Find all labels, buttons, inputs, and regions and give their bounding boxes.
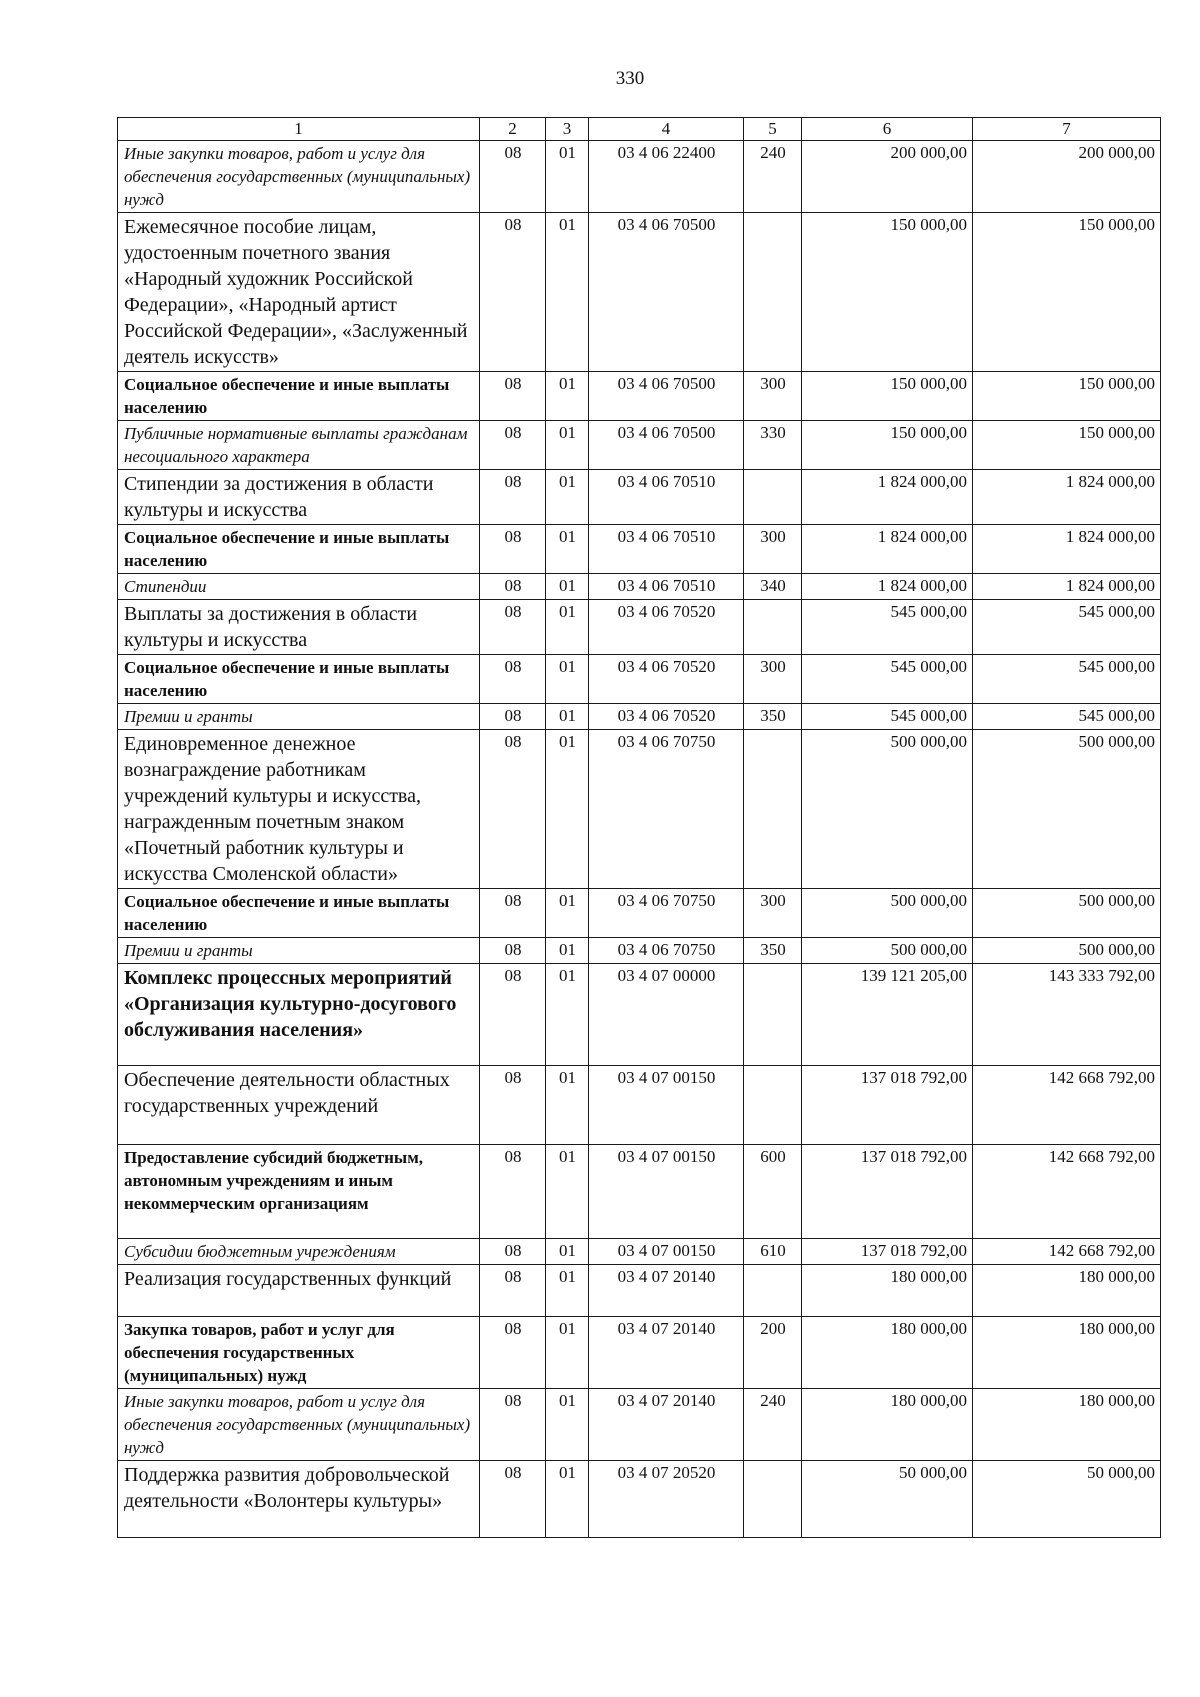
row-amount-year-1: 500 000,00	[802, 938, 973, 964]
row-amount-year-1: 150 000,00	[802, 372, 973, 421]
row-subsection: 01	[546, 704, 589, 730]
row-expense-type: 300	[744, 525, 802, 574]
row-target-code: 03 4 06 70510	[589, 525, 744, 574]
row-expense-type: 300	[744, 655, 802, 704]
row-expense-type	[744, 470, 802, 525]
budget-table	[117, 117, 1161, 1538]
row-target-code: 03 4 06 22400	[589, 141, 744, 213]
row-section: 08	[480, 889, 546, 938]
row-target-code: 03 4 06 70750	[589, 938, 744, 964]
table-row	[118, 1265, 1161, 1317]
row-section: 08	[480, 1066, 546, 1145]
row-subsection: 01	[546, 1389, 589, 1461]
row-name: Субсидии бюджетным учреждениям	[118, 1239, 480, 1265]
table-row	[118, 372, 1161, 421]
row-target-code: 03 4 07 00150	[589, 1145, 744, 1239]
row-amount-year-1: 137 018 792,00	[802, 1066, 973, 1145]
row-section: 08	[480, 600, 546, 655]
row-expense-type: 300	[744, 372, 802, 421]
header-col-5: 5	[744, 118, 802, 141]
row-amount-year-1: 1 824 000,00	[802, 525, 973, 574]
row-subsection: 01	[546, 1461, 589, 1538]
row-name: Премии и гранты	[118, 704, 480, 730]
row-section: 08	[480, 655, 546, 704]
row-amount-year-1: 1 824 000,00	[802, 574, 973, 600]
header-col-1: 1	[118, 118, 480, 141]
row-subsection: 01	[546, 213, 589, 372]
row-section: 08	[480, 964, 546, 1066]
row-subsection: 01	[546, 1145, 589, 1239]
row-name: Публичные нормативные выплаты гражданам несоциального характера	[118, 421, 480, 470]
row-section: 08	[480, 421, 546, 470]
row-amount-year-1: 50 000,00	[802, 1461, 973, 1538]
row-name: Социальное обеспечение и иные выплаты населению	[118, 889, 480, 938]
table-row	[118, 574, 1161, 600]
row-amount-year-1: 150 000,00	[802, 421, 973, 470]
row-amount-year-1: 150 000,00	[802, 213, 973, 372]
row-amount-year-2: 180 000,00	[973, 1389, 1161, 1461]
row-amount-year-2: 500 000,00	[973, 889, 1161, 938]
row-subsection: 01	[546, 372, 589, 421]
row-expense-type: 350	[744, 704, 802, 730]
row-subsection: 01	[546, 600, 589, 655]
row-amount-year-1: 545 000,00	[802, 600, 973, 655]
row-amount-year-1: 139 121 205,00	[802, 964, 973, 1066]
table-row	[118, 1317, 1161, 1389]
table-row	[118, 938, 1161, 964]
page-number: 330	[615, 68, 645, 89]
row-target-code: 03 4 07 20520	[589, 1461, 744, 1538]
row-subsection: 01	[546, 889, 589, 938]
table-row	[118, 889, 1161, 938]
row-subsection: 01	[546, 964, 589, 1066]
row-section: 08	[480, 574, 546, 600]
row-target-code: 03 4 06 70520	[589, 600, 744, 655]
row-subsection: 01	[546, 655, 589, 704]
table-row	[118, 525, 1161, 574]
row-target-code: 03 4 07 20140	[589, 1265, 744, 1317]
row-subsection: 01	[546, 574, 589, 600]
row-amount-year-2: 545 000,00	[973, 704, 1161, 730]
row-name: Стипендии	[118, 574, 480, 600]
row-target-code: 03 4 07 00150	[589, 1239, 744, 1265]
table-row	[118, 655, 1161, 704]
row-name: Иные закупки товаров, работ и услуг для обеспечения государственных (муниципальных) нужд	[118, 141, 480, 213]
table-row	[118, 1145, 1161, 1239]
header-row	[118, 118, 1161, 141]
row-name: Комплекс процессных мероприятий «Организация культурно-досугового обслуживания населения»	[118, 964, 480, 1066]
row-expense-type	[744, 1461, 802, 1538]
table-row	[118, 141, 1161, 213]
row-section: 08	[480, 470, 546, 525]
row-subsection: 01	[546, 730, 589, 889]
table-row	[118, 1066, 1161, 1145]
row-expense-type: 600	[744, 1145, 802, 1239]
row-amount-year-1: 137 018 792,00	[802, 1145, 973, 1239]
row-name: Ежемесячное пособие лицам, удостоенным почетного звания «Народный художник Российской Федерации», «Народный артист Российской Федерации», «Заслуженный деятель искусств»	[118, 213, 480, 372]
row-name: Реализация государственных функций	[118, 1265, 480, 1317]
row-amount-year-2: 142 668 792,00	[973, 1239, 1161, 1265]
row-expense-type	[744, 964, 802, 1066]
row-section: 08	[480, 1239, 546, 1265]
table-row	[118, 730, 1161, 889]
row-amount-year-2: 180 000,00	[973, 1317, 1161, 1389]
row-expense-type: 240	[744, 141, 802, 213]
row-amount-year-2: 50 000,00	[973, 1461, 1161, 1538]
row-target-code: 03 4 06 70520	[589, 655, 744, 704]
row-expense-type: 350	[744, 938, 802, 964]
table-row	[118, 213, 1161, 372]
row-target-code: 03 4 06 70500	[589, 213, 744, 372]
row-amount-year-1: 180 000,00	[802, 1389, 973, 1461]
table-row	[118, 1389, 1161, 1461]
header-col-2: 2	[480, 118, 546, 141]
row-section: 08	[480, 372, 546, 421]
header-col-6: 6	[802, 118, 973, 141]
table-row	[118, 470, 1161, 525]
table-row	[118, 600, 1161, 655]
header-col-4: 4	[589, 118, 744, 141]
row-expense-type	[744, 600, 802, 655]
row-target-code: 03 4 06 70520	[589, 704, 744, 730]
row-target-code: 03 4 06 70510	[589, 574, 744, 600]
row-amount-year-1: 200 000,00	[802, 141, 973, 213]
table-row	[118, 421, 1161, 470]
row-section: 08	[480, 525, 546, 574]
row-section: 08	[480, 938, 546, 964]
header-col-7: 7	[973, 118, 1161, 141]
row-amount-year-2: 142 668 792,00	[973, 1066, 1161, 1145]
row-name: Закупка товаров, работ и услуг для обеспечения государственных (муниципальных) нужд	[118, 1317, 480, 1389]
row-section: 08	[480, 141, 546, 213]
row-name: Выплаты за достижения в области культуры и искусства	[118, 600, 480, 655]
table-row	[118, 1461, 1161, 1538]
table-row	[118, 704, 1161, 730]
row-amount-year-2: 180 000,00	[973, 1265, 1161, 1317]
row-name: Единовременное денежное вознаграждение работникам учреждений культуры и искусства, награжденным почетным знаком «Почетный работник культуры и искусства Смоленской области»	[118, 730, 480, 889]
row-section: 08	[480, 1265, 546, 1317]
row-expense-type: 200	[744, 1317, 802, 1389]
row-name: Обеспечение деятельности областных государственных учреждений	[118, 1066, 480, 1145]
row-section: 08	[480, 730, 546, 889]
row-section: 08	[480, 1145, 546, 1239]
row-name: Поддержка развития добровольческой деятельности «Волонтеры культуры»	[118, 1461, 480, 1538]
row-section: 08	[480, 704, 546, 730]
row-name: Социальное обеспечение и иные выплаты населению	[118, 525, 480, 574]
row-section: 08	[480, 1461, 546, 1538]
row-expense-type	[744, 213, 802, 372]
row-amount-year-1: 1 824 000,00	[802, 470, 973, 525]
row-target-code: 03 4 06 70750	[589, 889, 744, 938]
row-target-code: 03 4 07 00000	[589, 964, 744, 1066]
row-name: Премии и гранты	[118, 938, 480, 964]
row-amount-year-1: 545 000,00	[802, 704, 973, 730]
row-subsection: 01	[546, 141, 589, 213]
row-expense-type: 340	[744, 574, 802, 600]
row-target-code: 03 4 07 20140	[589, 1317, 744, 1389]
row-expense-type: 610	[744, 1239, 802, 1265]
row-expense-type	[744, 1265, 802, 1317]
row-section: 08	[480, 213, 546, 372]
row-expense-type	[744, 1066, 802, 1145]
row-amount-year-2: 545 000,00	[973, 600, 1161, 655]
row-amount-year-2: 143 333 792,00	[973, 964, 1161, 1066]
row-amount-year-2: 150 000,00	[973, 213, 1161, 372]
row-name: Социальное обеспечение и иные выплаты населению	[118, 655, 480, 704]
row-section: 08	[480, 1317, 546, 1389]
row-name: Иные закупки товаров, работ и услуг для обеспечения государственных (муниципальных) нужд	[118, 1389, 480, 1461]
row-amount-year-2: 142 668 792,00	[973, 1145, 1161, 1239]
row-amount-year-2: 1 824 000,00	[973, 525, 1161, 574]
row-amount-year-2: 1 824 000,00	[973, 574, 1161, 600]
row-target-code: 03 4 06 70750	[589, 730, 744, 889]
row-amount-year-2: 1 824 000,00	[973, 470, 1161, 525]
row-subsection: 01	[546, 525, 589, 574]
row-target-code: 03 4 07 20140	[589, 1389, 744, 1461]
row-amount-year-2: 500 000,00	[973, 938, 1161, 964]
row-amount-year-2: 500 000,00	[973, 730, 1161, 889]
row-name: Социальное обеспечение и иные выплаты населению	[118, 372, 480, 421]
row-name: Стипендии за достижения в области культуры и искусства	[118, 470, 480, 525]
table-row	[118, 964, 1161, 1066]
table-row	[118, 1239, 1161, 1265]
row-target-code: 03 4 06 70500	[589, 421, 744, 470]
row-target-code: 03 4 06 70500	[589, 372, 744, 421]
row-amount-year-2: 150 000,00	[973, 372, 1161, 421]
row-amount-year-2: 150 000,00	[973, 421, 1161, 470]
row-section: 08	[480, 1389, 546, 1461]
row-amount-year-2: 545 000,00	[973, 655, 1161, 704]
row-target-code: 03 4 07 00150	[589, 1066, 744, 1145]
row-target-code: 03 4 06 70510	[589, 470, 744, 525]
row-expense-type: 240	[744, 1389, 802, 1461]
row-expense-type	[744, 730, 802, 889]
row-amount-year-1: 500 000,00	[802, 730, 973, 889]
row-subsection: 01	[546, 1317, 589, 1389]
row-subsection: 01	[546, 421, 589, 470]
row-amount-year-1: 180 000,00	[802, 1265, 973, 1317]
row-subsection: 01	[546, 1066, 589, 1145]
row-expense-type: 300	[744, 889, 802, 938]
row-amount-year-1: 500 000,00	[802, 889, 973, 938]
row-amount-year-2: 200 000,00	[973, 141, 1161, 213]
row-subsection: 01	[546, 470, 589, 525]
row-expense-type: 330	[744, 421, 802, 470]
row-subsection: 01	[546, 1265, 589, 1317]
header-col-3: 3	[546, 118, 589, 141]
row-amount-year-1: 137 018 792,00	[802, 1239, 973, 1265]
row-subsection: 01	[546, 938, 589, 964]
row-amount-year-1: 545 000,00	[802, 655, 973, 704]
row-name: Предоставление субсидий бюджетным, автономным учреждениям и иным некоммерческим организациям	[118, 1145, 480, 1239]
row-amount-year-1: 180 000,00	[802, 1317, 973, 1389]
row-subsection: 01	[546, 1239, 589, 1265]
